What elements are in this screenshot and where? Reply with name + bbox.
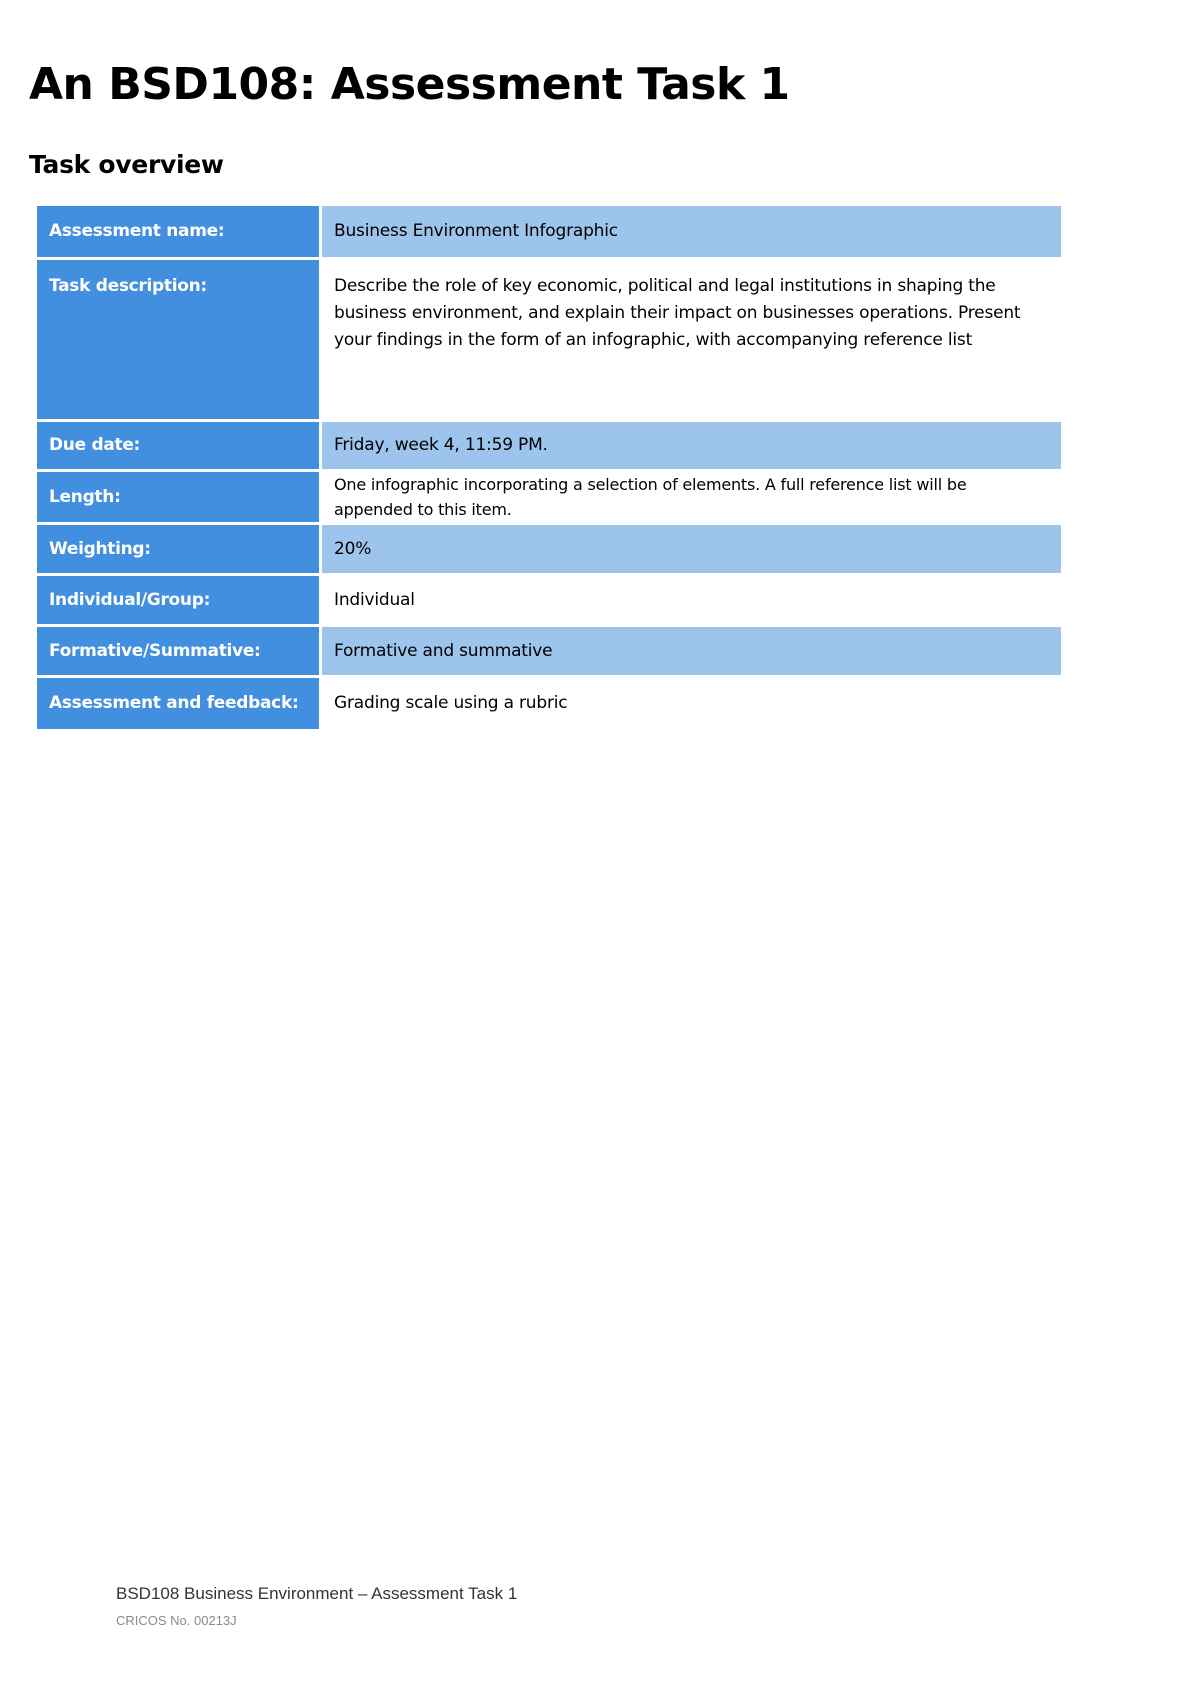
table-row-weighting bbox=[37, 525, 1061, 576]
footer-document-title: BSD108 Business Environment – Assessment Task 1 bbox=[116, 1584, 518, 1603]
row-label: Task description: bbox=[37, 260, 322, 422]
table-row-individual-group bbox=[37, 576, 1061, 627]
table-row-assessment-feedback bbox=[37, 678, 1061, 732]
row-label: Length: bbox=[37, 472, 322, 525]
row-label: Weighting: bbox=[37, 525, 322, 576]
section-heading-task-overview: Task overview bbox=[29, 150, 224, 179]
task-overview-table bbox=[37, 206, 1061, 732]
row-value: 20% bbox=[322, 525, 1061, 576]
row-label: Due date: bbox=[37, 422, 322, 472]
row-value: One infographic incorporating a selection of elements. A full reference list will be appended to this item. bbox=[322, 472, 1061, 525]
row-value: Individual bbox=[322, 576, 1061, 627]
table-row-assessment-name bbox=[37, 206, 1061, 260]
row-label: Formative/Summative: bbox=[37, 627, 322, 678]
footer-cricos-number: CRICOS No. 00213J bbox=[116, 1613, 237, 1628]
table-row-formative-summative bbox=[37, 627, 1061, 678]
row-label: Individual/Group: bbox=[37, 576, 322, 627]
row-value: Friday, week 4, 11:59 PM. bbox=[322, 422, 1061, 472]
row-value: Business Environment Infographic bbox=[322, 206, 1061, 260]
row-value: Describe the role of key economic, political and legal institutions in shaping the business environment, and explain their impact on businesses operations. Present your findings in the form of an infographic, with accompanying reference list bbox=[322, 260, 1061, 422]
row-value: Grading scale using a rubric bbox=[322, 678, 1061, 732]
table-row-task-description bbox=[37, 260, 1061, 422]
table-row-length bbox=[37, 472, 1061, 525]
document-title: An BSD108: Assessment Task 1 bbox=[29, 59, 790, 110]
row-label: Assessment name: bbox=[37, 206, 322, 260]
table-row-due-date bbox=[37, 422, 1061, 472]
row-label: Assessment and feedback: bbox=[37, 678, 322, 732]
row-value: Formative and summative bbox=[322, 627, 1061, 678]
